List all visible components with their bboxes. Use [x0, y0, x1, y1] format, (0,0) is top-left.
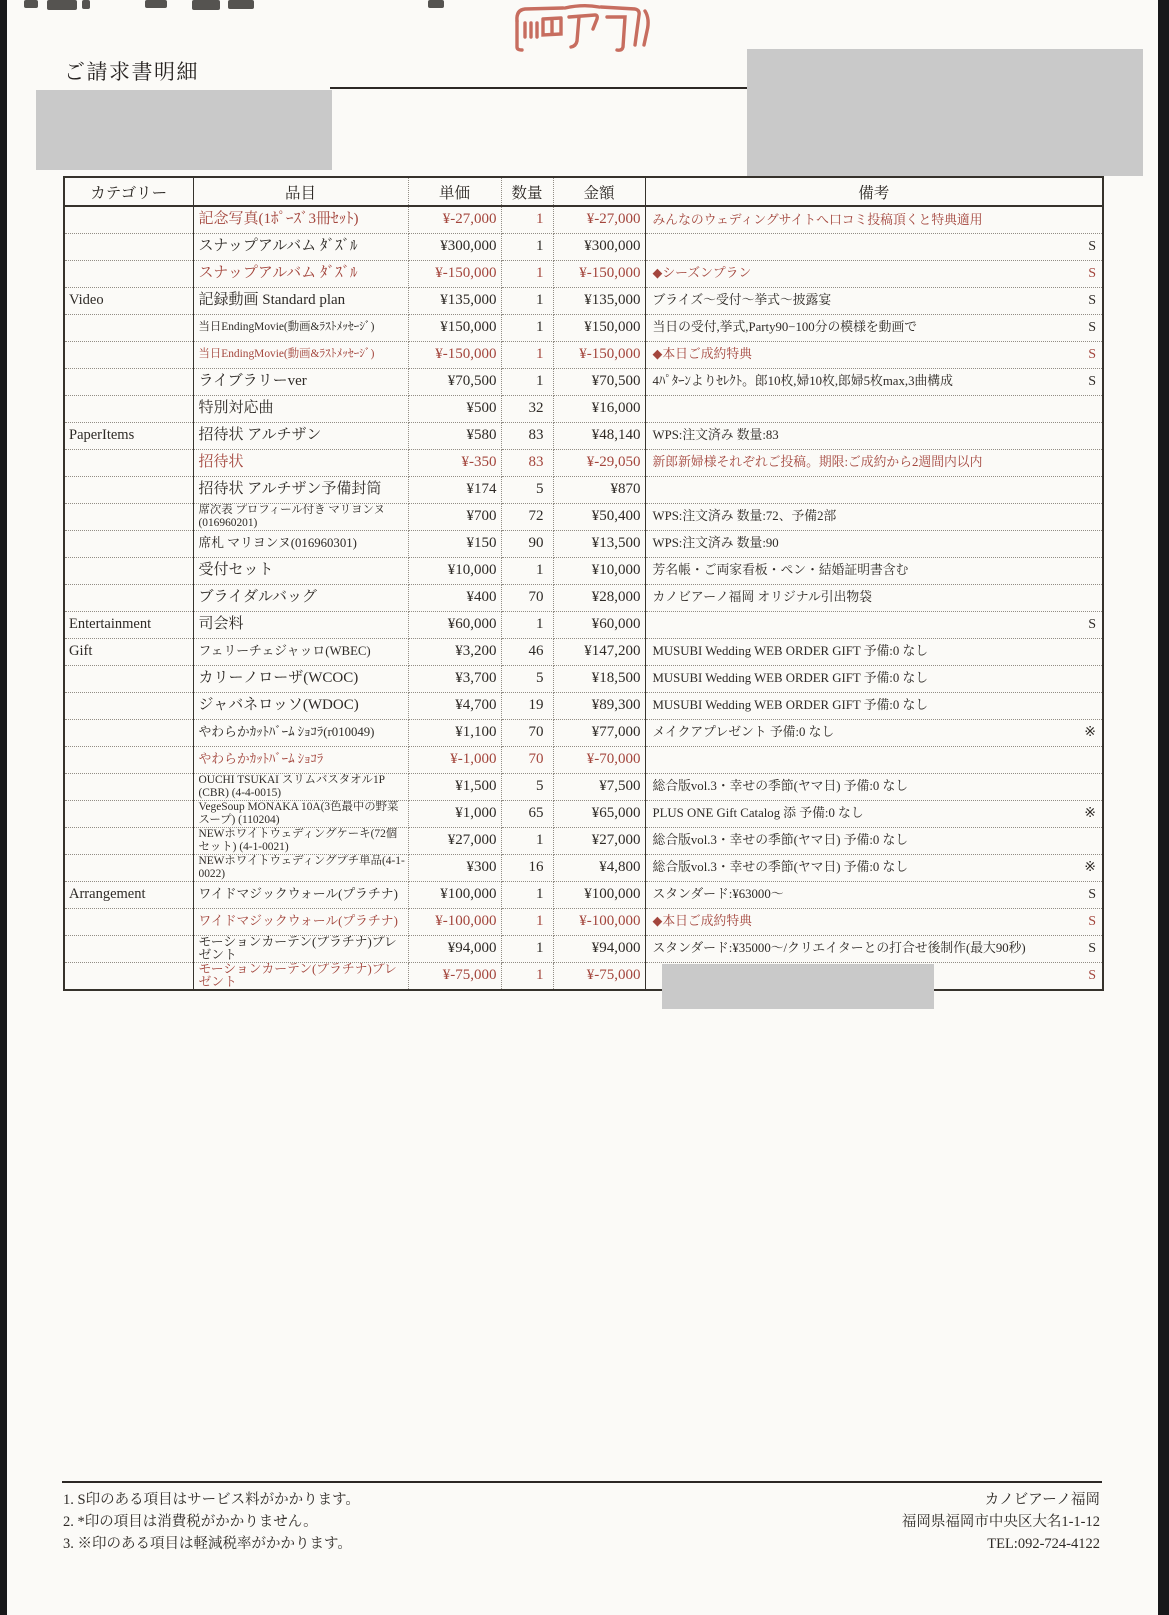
row-quantity: 1 — [501, 827, 553, 854]
remark-text: 総合版vol.3・幸せの季節(ヤマ日) 予備:0 なし — [652, 779, 909, 794]
row-category — [64, 341, 193, 368]
row-item-name: 司会料 — [193, 611, 408, 638]
remark-text: MUSUBI Wedding WEB ORDER GIFT 予備:0 なし — [652, 698, 929, 713]
column-header-quantity: 数量 — [501, 177, 553, 206]
remark-text: ◆シーズンプラン — [652, 266, 752, 281]
row-remark — [645, 773, 1103, 800]
row-category — [64, 665, 193, 692]
remark-text: WPS:注文済み 数量:72、予備2部 — [652, 509, 837, 524]
table-row — [64, 800, 1103, 827]
row-item-name: OUCHI TSUKAI スリムバスタオル1P (CBR) (4-4-0015) — [193, 773, 408, 800]
row-item-name: やわらかｶｯﾄﾊﾞｰﾑ ｼｮｺﾗ(r010049) — [193, 719, 408, 746]
table-row — [64, 746, 1103, 773]
row-quantity: 83 — [501, 449, 553, 476]
row-amount: ¥-27,000 — [553, 206, 645, 233]
row-category: Gift — [64, 638, 193, 665]
row-category — [64, 449, 193, 476]
row-remark — [645, 611, 1103, 638]
column-header-category: カテゴリー — [64, 177, 193, 206]
table-row — [64, 908, 1103, 935]
row-amount: ¥-150,000 — [553, 341, 645, 368]
remark-text: 4ﾊﾟﾀｰﾝよりｾﾚｸﾄ。郎10枚,婦10枚,郎婦5枚max,3曲構成 — [652, 374, 953, 389]
row-remark — [645, 314, 1103, 341]
row-quantity: 90 — [501, 530, 553, 557]
row-category — [64, 584, 193, 611]
service-mark: S — [1088, 238, 1096, 254]
scan-artifact — [82, 0, 90, 9]
table-row — [64, 341, 1103, 368]
remark-text: PLUS ONE Gift Catalog 添 予備:0 なし — [652, 806, 864, 821]
row-amount: ¥70,500 — [553, 368, 645, 395]
column-header-item: 品目 — [193, 177, 408, 206]
company-info — [902, 1489, 1100, 1555]
remark-text: 新郎新婦様それぞれご投稿。期限:ご成約から2週間内以内 — [652, 455, 983, 470]
row-unit-price: ¥3,700 — [408, 665, 501, 692]
table-row — [64, 827, 1103, 854]
scan-artifact — [24, 0, 38, 8]
footer-rule — [62, 1481, 1102, 1483]
row-unit-price: ¥94,000 — [408, 935, 501, 962]
row-remark — [645, 206, 1103, 233]
row-amount: ¥77,000 — [553, 719, 645, 746]
row-quantity: 16 — [501, 854, 553, 881]
row-unit-price: ¥3,200 — [408, 638, 501, 665]
row-item-name: ブライダルバッグ — [193, 584, 408, 611]
row-unit-price: ¥-150,000 — [408, 341, 501, 368]
row-item-name: 記念写真(1ﾎﾟｰｽﾞ3冊ｾｯﾄ) — [193, 206, 408, 233]
scan-artifact — [145, 0, 167, 8]
service-mark: S — [1088, 265, 1096, 281]
row-unit-price: ¥10,000 — [408, 557, 501, 584]
invoice-table-body — [64, 206, 1103, 990]
table-row — [64, 260, 1103, 287]
remark-text: ブライズ〜受付〜挙式〜披露宴 — [652, 293, 832, 308]
service-mark: S — [1088, 967, 1096, 983]
row-quantity: 5 — [501, 665, 553, 692]
row-quantity: 1 — [501, 341, 553, 368]
table-row — [64, 449, 1103, 476]
table-row — [64, 611, 1103, 638]
remark-text: ◆本日ご成約特典 — [652, 914, 752, 929]
service-mark: S — [1088, 886, 1096, 902]
row-amount: ¥60,000 — [553, 611, 645, 638]
row-unit-price: ¥135,000 — [408, 287, 501, 314]
remark-text: WPS:注文済み 数量:90 — [652, 536, 779, 551]
row-unit-price: ¥150,000 — [408, 314, 501, 341]
row-quantity: 1 — [501, 260, 553, 287]
table-row — [64, 503, 1103, 530]
row-remark — [645, 368, 1103, 395]
row-unit-price: ¥400 — [408, 584, 501, 611]
remark-text: スタンダード:¥35000〜/クリエイターとの打合せ後制作(最大90秒) — [652, 941, 1026, 956]
row-item-name: 招待状 アルチザン — [193, 422, 408, 449]
row-quantity: 1 — [501, 314, 553, 341]
company-tel: TEL:092-724-4122 — [987, 1536, 1100, 1552]
row-amount: ¥50,400 — [553, 503, 645, 530]
scan-artifact — [428, 0, 444, 8]
row-amount: ¥-29,050 — [553, 449, 645, 476]
row-amount: ¥28,000 — [553, 584, 645, 611]
service-mark: S — [1088, 373, 1096, 389]
row-remark — [645, 287, 1103, 314]
row-quantity: 72 — [501, 503, 553, 530]
row-unit-price: ¥-75,000 — [408, 962, 501, 990]
service-mark: ※ — [1084, 859, 1096, 875]
redaction-box-customer — [36, 90, 332, 170]
row-quantity: 5 — [501, 773, 553, 800]
row-unit-price: ¥300 — [408, 854, 501, 881]
row-category — [64, 476, 193, 503]
row-amount: ¥89,300 — [553, 692, 645, 719]
row-unit-price: ¥500 — [408, 395, 501, 422]
row-remark — [645, 557, 1103, 584]
service-mark: S — [1088, 616, 1096, 632]
row-item-name: 受付セット — [193, 557, 408, 584]
row-category — [64, 746, 193, 773]
row-item-name: NEWホワイトウェディングプチ単品(4-1-0022) — [193, 854, 408, 881]
row-unit-price: ¥1,500 — [408, 773, 501, 800]
row-quantity: 1 — [501, 206, 553, 233]
footer-note: 3. ※印のある項目は軽減税率がかかります。 — [63, 1536, 352, 1552]
row-item-name: 席次表 プロフィール付き マリヨンヌ(016960201) — [193, 503, 408, 530]
row-unit-price: ¥-1,000 — [408, 746, 501, 773]
row-amount: ¥48,140 — [553, 422, 645, 449]
table-row — [64, 854, 1103, 881]
row-category — [64, 530, 193, 557]
row-category: PaperItems — [64, 422, 193, 449]
page-title: ご請求書明細 — [64, 60, 199, 84]
row-remark — [645, 665, 1103, 692]
column-header-remarks: 備考 — [645, 177, 1103, 206]
row-quantity: 70 — [501, 584, 553, 611]
row-item-name: 特別対応曲 — [193, 395, 408, 422]
remark-text: WPS:注文済み 数量:83 — [652, 428, 779, 443]
row-quantity: 19 — [501, 692, 553, 719]
service-mark: S — [1088, 913, 1096, 929]
scan-artifact — [192, 0, 220, 10]
row-unit-price: ¥300,000 — [408, 233, 501, 260]
table-row — [64, 287, 1103, 314]
row-amount: ¥65,000 — [553, 800, 645, 827]
table-row — [64, 881, 1103, 908]
row-unit-price: ¥-100,000 — [408, 908, 501, 935]
row-remark — [645, 530, 1103, 557]
row-unit-price: ¥70,500 — [408, 368, 501, 395]
row-remark — [645, 233, 1103, 260]
row-item-name: 当日EndingMovie(動画&ﾗｽﾄﾒｯｾｰｼﾞ) — [193, 314, 408, 341]
hanko-stamp-icon — [503, 1, 655, 55]
row-amount: ¥-150,000 — [553, 260, 645, 287]
row-unit-price: ¥1,000 — [408, 800, 501, 827]
table-row — [64, 368, 1103, 395]
row-unit-price: ¥1,100 — [408, 719, 501, 746]
row-item-name: 席札 マリヨンヌ(016960301) — [193, 530, 408, 557]
row-quantity: 5 — [501, 476, 553, 503]
row-quantity: 46 — [501, 638, 553, 665]
row-amount: ¥150,000 — [553, 314, 645, 341]
row-item-name: 記録動画 Standard plan — [193, 287, 408, 314]
row-category — [64, 314, 193, 341]
row-remark — [645, 260, 1103, 287]
row-quantity: 65 — [501, 800, 553, 827]
title-rule — [330, 87, 749, 89]
remark-text: 総合版vol.3・幸せの季節(ヤマ日) 予備:0 なし — [652, 860, 909, 875]
row-category — [64, 260, 193, 287]
row-remark — [645, 341, 1103, 368]
row-item-name: VegeSoup MONAKA 10A(3色最中の野菜スープ) (110204) — [193, 800, 408, 827]
row-category — [64, 692, 193, 719]
row-category — [64, 557, 193, 584]
scan-artifact — [47, 0, 77, 10]
row-category: Entertainment — [64, 611, 193, 638]
remark-text: メイクアプレゼント 予備:0 なし — [652, 725, 835, 740]
row-unit-price: ¥700 — [408, 503, 501, 530]
table-row — [64, 935, 1103, 962]
scan-artifact — [228, 0, 254, 9]
row-remark — [645, 422, 1103, 449]
scan-edge-left — [0, 0, 7, 1615]
remark-text: 当日の受付,挙式,Party90−100分の模様を動画で — [652, 320, 918, 335]
table-row — [64, 233, 1103, 260]
row-item-name: ライブラリーver — [193, 368, 408, 395]
row-category — [64, 962, 193, 990]
row-remark — [645, 827, 1103, 854]
row-category — [64, 395, 193, 422]
row-amount: ¥16,000 — [553, 395, 645, 422]
service-mark: ※ — [1084, 724, 1096, 740]
row-category — [64, 503, 193, 530]
row-unit-price: ¥580 — [408, 422, 501, 449]
footer-note: 1. S印のある項目はサービス料がかかります。 — [63, 1492, 360, 1508]
footer-note: 2. *印の項目は消費税がかかりません。 — [63, 1514, 318, 1530]
row-unit-price: ¥27,000 — [408, 827, 501, 854]
row-amount: ¥94,000 — [553, 935, 645, 962]
row-amount: ¥870 — [553, 476, 645, 503]
service-mark: S — [1088, 940, 1096, 956]
row-remark — [645, 692, 1103, 719]
row-quantity: 1 — [501, 287, 553, 314]
row-unit-price: ¥174 — [408, 476, 501, 503]
row-item-name: カリーノローザ(WCOC) — [193, 665, 408, 692]
row-quantity: 70 — [501, 719, 553, 746]
row-amount: ¥-100,000 — [553, 908, 645, 935]
row-category — [64, 935, 193, 962]
row-item-name: モーションカーテン(プラチナ)プレゼント — [193, 962, 408, 990]
row-item-name: フェリーチェジャッロ(WBEC) — [193, 638, 408, 665]
row-amount: ¥100,000 — [553, 881, 645, 908]
table-row — [64, 638, 1103, 665]
table-row — [64, 476, 1103, 503]
row-item-name: モーションカーテン(プラチナ)プレゼント — [193, 935, 408, 962]
remark-text: 芳名帳・ご両家看板・ペン・結婚証明書含む — [652, 563, 909, 578]
invoice-table — [63, 176, 1104, 991]
remark-text: みんなのウェディングサイトへ口コミ投稿頂くと特典適用 — [652, 212, 983, 227]
column-header-unit-price: 単価 — [408, 177, 501, 206]
table-row — [64, 422, 1103, 449]
row-category — [64, 368, 193, 395]
row-remark — [645, 746, 1103, 773]
table-row — [64, 206, 1103, 233]
table-row — [64, 692, 1103, 719]
row-item-name: スナップアルバム ﾀﾞｽﾞﾙ — [193, 260, 408, 287]
row-quantity: 70 — [501, 746, 553, 773]
row-quantity: 83 — [501, 422, 553, 449]
company-name: カノビアーノ福岡 — [984, 1492, 1100, 1508]
row-item-name: ジャバネロッソ(WDOC) — [193, 692, 408, 719]
service-mark: S — [1088, 292, 1096, 308]
row-remark — [645, 854, 1103, 881]
row-quantity: 1 — [501, 611, 553, 638]
row-item-name: ワイドマジックウォール(プラチナ) — [193, 908, 408, 935]
scan-edge-right — [1158, 0, 1169, 1615]
row-item-name: 招待状 — [193, 449, 408, 476]
table-row — [64, 719, 1103, 746]
row-amount: ¥4,800 — [553, 854, 645, 881]
row-amount: ¥300,000 — [553, 233, 645, 260]
row-item-name: NEWホワイトウェディングケーキ(72個セット) (4-1-0021) — [193, 827, 408, 854]
row-quantity: 1 — [501, 233, 553, 260]
table-row — [64, 395, 1103, 422]
row-amount: ¥10,000 — [553, 557, 645, 584]
service-mark: ※ — [1084, 805, 1096, 821]
row-item-name: 当日EndingMovie(動画&ﾗｽﾄﾒｯｾｰｼﾞ) — [193, 341, 408, 368]
row-amount: ¥13,500 — [553, 530, 645, 557]
row-remark — [645, 503, 1103, 530]
column-header-amount: 金額 — [553, 177, 645, 206]
row-quantity: 1 — [501, 908, 553, 935]
row-quantity: 1 — [501, 881, 553, 908]
row-remark — [645, 395, 1103, 422]
table-row — [64, 665, 1103, 692]
service-mark: S — [1088, 319, 1096, 335]
row-amount: ¥7,500 — [553, 773, 645, 800]
row-item-name: スナップアルバム ﾀﾞｽﾞﾙ — [193, 233, 408, 260]
row-unit-price: ¥4,700 — [408, 692, 501, 719]
company-address: 福岡県福岡市中央区大名1-1-12 — [901, 1514, 1100, 1530]
redaction-box-last-remark — [662, 964, 934, 1009]
row-quantity: 32 — [501, 395, 553, 422]
row-quantity: 1 — [501, 935, 553, 962]
table-row — [64, 962, 1103, 990]
row-category: Arrangement — [64, 881, 193, 908]
row-category: Video — [64, 287, 193, 314]
row-remark — [645, 908, 1103, 935]
table-row — [64, 584, 1103, 611]
remark-text: MUSUBI Wedding WEB ORDER GIFT 予備:0 なし — [652, 671, 929, 686]
row-category — [64, 800, 193, 827]
row-amount: ¥-75,000 — [553, 962, 645, 990]
remark-text: 総合版vol.3・幸せの季節(ヤマ日) 予備:0 なし — [652, 833, 909, 848]
service-mark: S — [1088, 346, 1096, 362]
footer-notes — [63, 1489, 360, 1555]
remark-text: ◆本日ご成約特典 — [652, 347, 752, 362]
row-remark — [645, 881, 1103, 908]
row-item-name: ワイドマジックウォール(プラチナ) — [193, 881, 408, 908]
row-amount: ¥135,000 — [553, 287, 645, 314]
row-remark — [645, 935, 1103, 962]
row-category — [64, 854, 193, 881]
row-category — [64, 206, 193, 233]
row-amount: ¥27,000 — [553, 827, 645, 854]
table-row — [64, 314, 1103, 341]
row-amount: ¥18,500 — [553, 665, 645, 692]
row-remark — [645, 476, 1103, 503]
row-unit-price: ¥150 — [408, 530, 501, 557]
row-category — [64, 908, 193, 935]
table-header-row — [64, 177, 1103, 206]
row-quantity: 1 — [501, 557, 553, 584]
remark-text: カノビアーノ福岡 オリジナル引出物袋 — [652, 590, 872, 605]
remark-text: MUSUBI Wedding WEB ORDER GIFT 予備:0 なし — [652, 644, 929, 659]
row-quantity: 1 — [501, 368, 553, 395]
row-remark — [645, 800, 1103, 827]
row-remark — [645, 449, 1103, 476]
table-row — [64, 773, 1103, 800]
redaction-box-header-right — [747, 49, 1143, 176]
row-remark — [645, 584, 1103, 611]
remark-text: スタンダード:¥63000〜 — [652, 887, 784, 902]
row-category — [64, 719, 193, 746]
row-remark — [645, 638, 1103, 665]
row-category — [64, 827, 193, 854]
row-unit-price: ¥100,000 — [408, 881, 501, 908]
row-amount: ¥147,200 — [553, 638, 645, 665]
row-amount: ¥-70,000 — [553, 746, 645, 773]
row-quantity: 1 — [501, 962, 553, 990]
row-remark — [645, 719, 1103, 746]
row-unit-price: ¥-350 — [408, 449, 501, 476]
row-unit-price: ¥-150,000 — [408, 260, 501, 287]
table-row — [64, 557, 1103, 584]
row-category — [64, 233, 193, 260]
row-item-name: 招待状 アルチザン予備封筒 — [193, 476, 408, 503]
row-unit-price: ¥-27,000 — [408, 206, 501, 233]
row-item-name: やわらかｶｯﾄﾊﾞｰﾑ ｼｮｺﾗ — [193, 746, 408, 773]
row-category — [64, 773, 193, 800]
row-unit-price: ¥60,000 — [408, 611, 501, 638]
table-row — [64, 530, 1103, 557]
